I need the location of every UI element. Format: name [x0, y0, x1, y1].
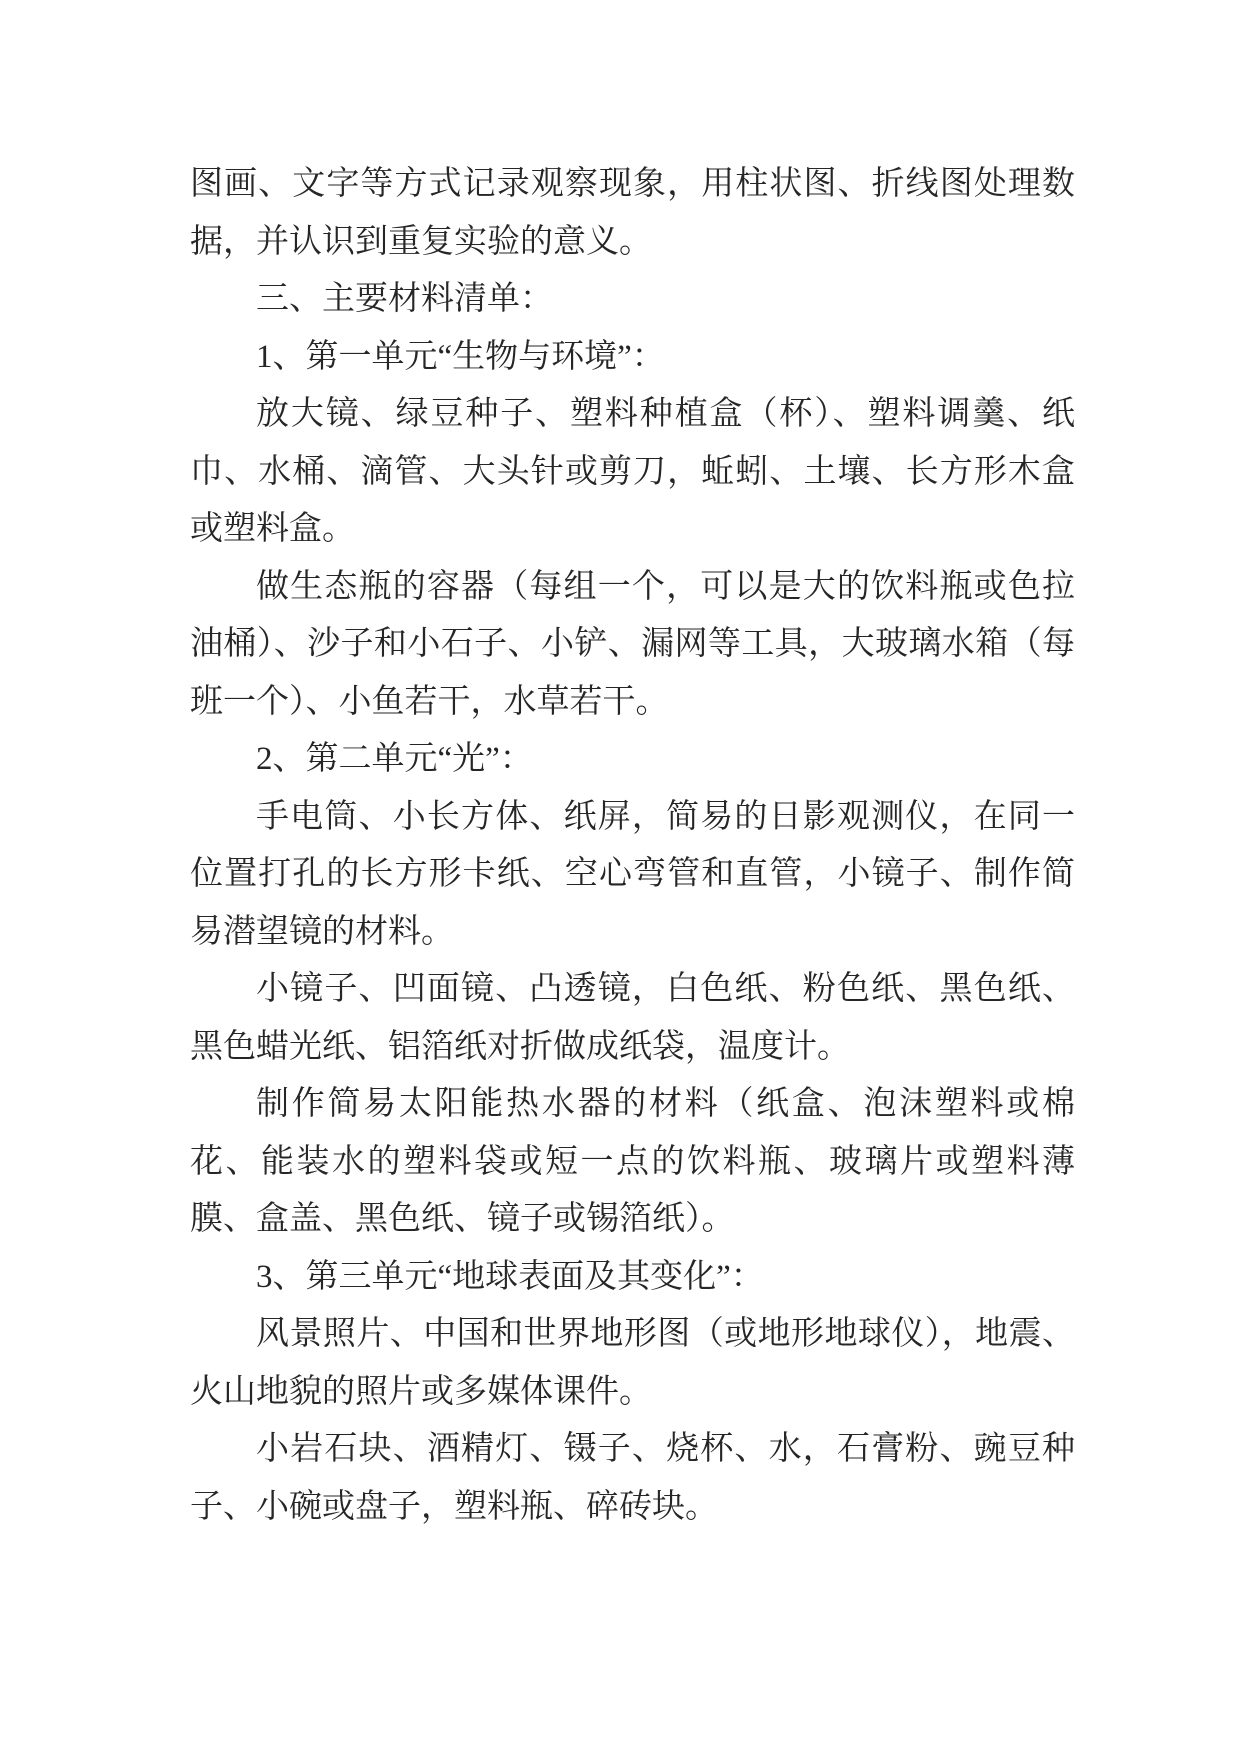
paragraph-unit1-materials-1: 放大镜、绿豆种子、塑料种植盒（杯）、塑料调羹、纸巾、水桶、滴管、大头针或剪刀，蚯蚓、土壤、长方形木盒或塑料盒。 — [190, 396, 1075, 547]
paragraph-unit3-materials-1: 风景照片、中国和世界地形图（或地形地球仪），地震、火山地貌的照片或多媒体课件。 — [190, 1316, 1075, 1410]
heading-materials-list: 三、主要材料清单： — [256, 281, 553, 317]
heading-unit1-biology-environment: 1、第一单元“生物与环境”： — [256, 338, 665, 375]
paragraph-unit1-materials-2: 做生态瓶的容器（每组一个，可以是大的饮料瓶或色拉油桶）、沙子和小石子、小铲、漏网等工具，大玻璃水箱（每班一个）、小鱼若干，水草若干。 — [190, 568, 1075, 720]
paragraph-unit2-materials-3: 制作简易太阳能热水器的材料（纸盒、泡沫塑料或棉花、能装水的塑料袋或短一点的饮料瓶、玻璃片或塑料薄膜、盒盖、黑色纸、镜子或锡箔纸）。 — [190, 1086, 1075, 1237]
heading-unit2-light: 2、第二单元“光”： — [256, 741, 533, 777]
paragraph-unit2-materials-2: 小镜子、凹面镜、凸透镜，白色纸、粉色纸、黑色纸、黑色蜡光纸、铝箔纸对折做成纸袋，温度计。 — [190, 971, 1075, 1065]
paragraph-unit2-materials-1: 手电筒、小长方体、纸屏，简易的日影观测仪，在同一位置打孔的长方形卡纸、空心弯管和直管，小镜子、制作简易潜望镜的材料。 — [190, 798, 1075, 950]
paragraph-continuation-observation-records: 图画、文字等方式记录观察现象，用柱状图、折线图处理数据，并认识到重复实验的意义。 — [190, 166, 1075, 260]
heading-unit3-earth-surface: 3、第三单元“地球表面及其变化”： — [256, 1258, 764, 1295]
paragraph-unit3-materials-2: 小岩石块、酒精灯、镊子、烧杯、水，石膏粉、豌豆种子、小碗或盘子，塑料瓶、碎砖块。 — [190, 1431, 1075, 1525]
